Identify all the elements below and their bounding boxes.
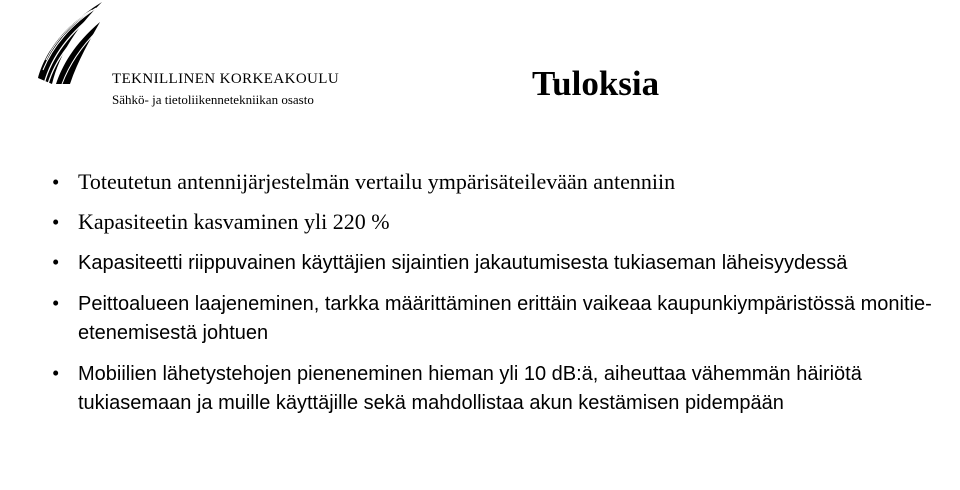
bullet-icon: • bbox=[52, 291, 60, 315]
department-name: Sähkö- ja tietoliikennetekniikan osasto bbox=[112, 92, 314, 107]
bullet-icon: • bbox=[52, 361, 60, 385]
bullet-item-5 bbox=[52, 359, 942, 417]
bullet-icon: • bbox=[52, 170, 60, 194]
bullet-text-5: Mobiilien lähetystehojen pieneneminen hieman yli 10 dB:ä, aiheuttaa vähemmän häiriötä tukiasemaan ja muille käyttäjille sekä mahdollistaa akun kestämisen pidempään bbox=[78, 363, 862, 414]
institution-name: TEKNILLINEN KORKEAKOULU bbox=[112, 71, 340, 87]
bullet-item-2 bbox=[52, 208, 942, 236]
bullet-icon: • bbox=[52, 210, 60, 234]
bullet-text-2: Kapasiteetin kasvaminen yli 220 % bbox=[78, 209, 390, 234]
bullet-item-3 bbox=[52, 248, 942, 277]
bullet-icon: • bbox=[52, 250, 60, 274]
bullet-list bbox=[52, 168, 942, 429]
bullet-text-4: Peittoalueen laajeneminen, tarkka määrittäminen erittäin vaikeaa kaupunkiympäristössä monitie-etenemisestä johtuen bbox=[78, 293, 932, 344]
bullet-text-3: Kapasiteetti riippuvainen käyttäjien sijaintien jakautumisesta tukiaseman läheisyydessä bbox=[78, 252, 848, 274]
bullet-text-1: Toteutetun antennijärjestelmän vertailu ympärisäteilevään antenniin bbox=[78, 169, 676, 194]
bullet-item-1 bbox=[52, 168, 942, 196]
tkk-logo-icon bbox=[30, 0, 110, 90]
bullet-item-4 bbox=[52, 289, 942, 347]
slide-title: Tuloksia bbox=[532, 64, 660, 103]
